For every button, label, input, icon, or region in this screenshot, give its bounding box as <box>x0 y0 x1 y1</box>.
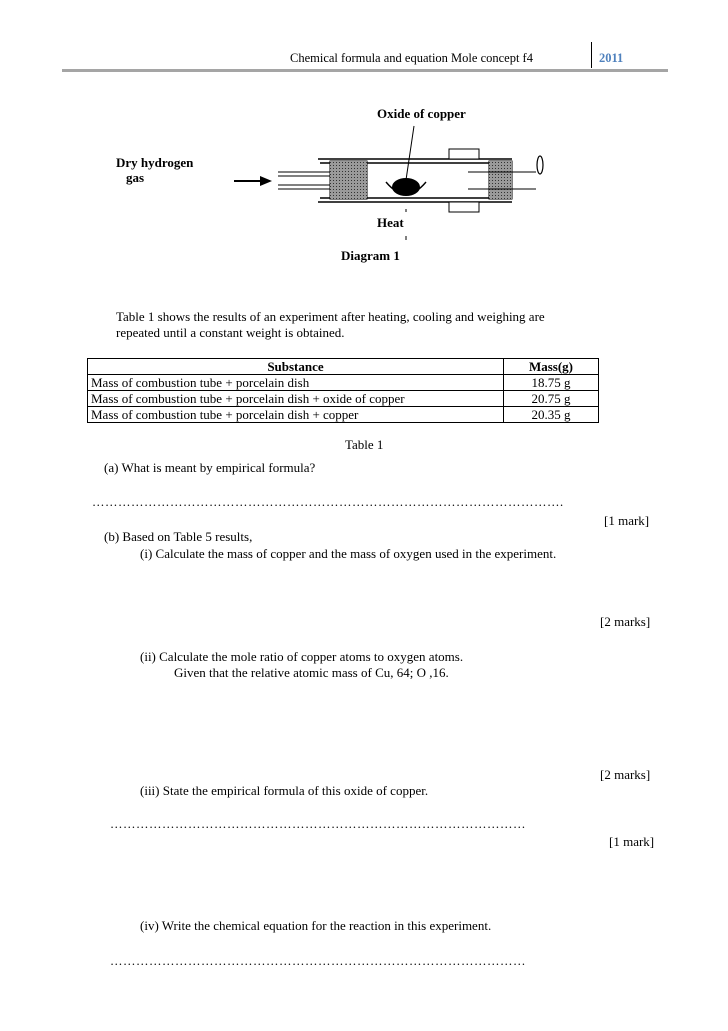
table-header-mass: Mass(g) <box>504 359 599 375</box>
question-b-ii-line-2: Given that the relative atomic mass of Cu, 64; O ,16. <box>174 665 449 680</box>
mark-a: [1 mark] <box>604 513 650 528</box>
header-title: Chemical formula and equation Mole concept f4 <box>290 51 533 65</box>
table-row <box>88 391 599 407</box>
label-oxide-of-copper: Oxide of copper <box>377 106 466 121</box>
table-header-substance: Substance <box>88 359 504 375</box>
label-heat: Heat <box>377 215 404 230</box>
outlet-flame <box>537 156 543 174</box>
label-dry-hydrogen: Dry hydrogen <box>116 155 194 170</box>
question-b-iv: (iv) Write the chemical equation for the reaction in this experiment. <box>140 918 492 933</box>
mark-b-i: [2 marks] <box>600 614 651 629</box>
table-cell-mass: 18.75 g <box>504 375 599 391</box>
answer-line-b-iv: …………………………………………………………………………………… <box>110 954 526 968</box>
question-b-ii-line-1: (ii) Calculate the mole ratio of copper atoms to oxygen atoms. <box>140 649 464 664</box>
results-table <box>87 358 599 423</box>
table-header-row <box>88 359 599 375</box>
table-caption: Table 1 <box>345 437 384 452</box>
intro-line-2: repeated until a constant weight is obtained. <box>116 325 345 340</box>
table-row <box>88 375 599 391</box>
diagram-caption: Diagram 1 <box>341 248 400 263</box>
question-b-iii: (iii) State the empirical formula of this oxide of copper. <box>140 783 429 798</box>
table-cell-mass: 20.35 g <box>504 407 599 423</box>
mark-b-iii: [1 mark] <box>609 834 655 849</box>
question-b: (b) Based on Table 5 results, <box>104 529 253 544</box>
table-cell-mass: 20.75 g <box>504 391 599 407</box>
table-cell-substance: Mass of combustion tube + porcelain dish + oxide of copper <box>88 391 504 407</box>
answer-line-a: ………………………………………………………………………………………………. <box>92 495 564 509</box>
table-cell-substance: Mass of combustion tube + porcelain dish <box>88 375 504 391</box>
answer-line-b-iii: …………………………………………………………………………………… <box>110 817 526 831</box>
flow-arrow-icon <box>234 176 272 186</box>
mark-b-ii: [2 marks] <box>600 767 651 782</box>
table-cell-substance: Mass of combustion tube + porcelain dish + copper <box>88 407 504 423</box>
pointer-line <box>406 126 414 180</box>
intro-line-1: Table 1 shows the results of an experiment after heating, cooling and weighing are <box>116 309 545 324</box>
label-gas: gas <box>126 170 145 185</box>
inlet-tube <box>278 172 330 189</box>
header-year: 2011 <box>599 51 624 65</box>
question-a: (a) What is meant by empirical formula? <box>104 460 316 475</box>
porcelain-dish <box>386 178 426 196</box>
table-row <box>88 407 599 423</box>
question-b-i: (i) Calculate the mass of copper and the mass of oxygen used in the experiment. <box>140 546 557 561</box>
